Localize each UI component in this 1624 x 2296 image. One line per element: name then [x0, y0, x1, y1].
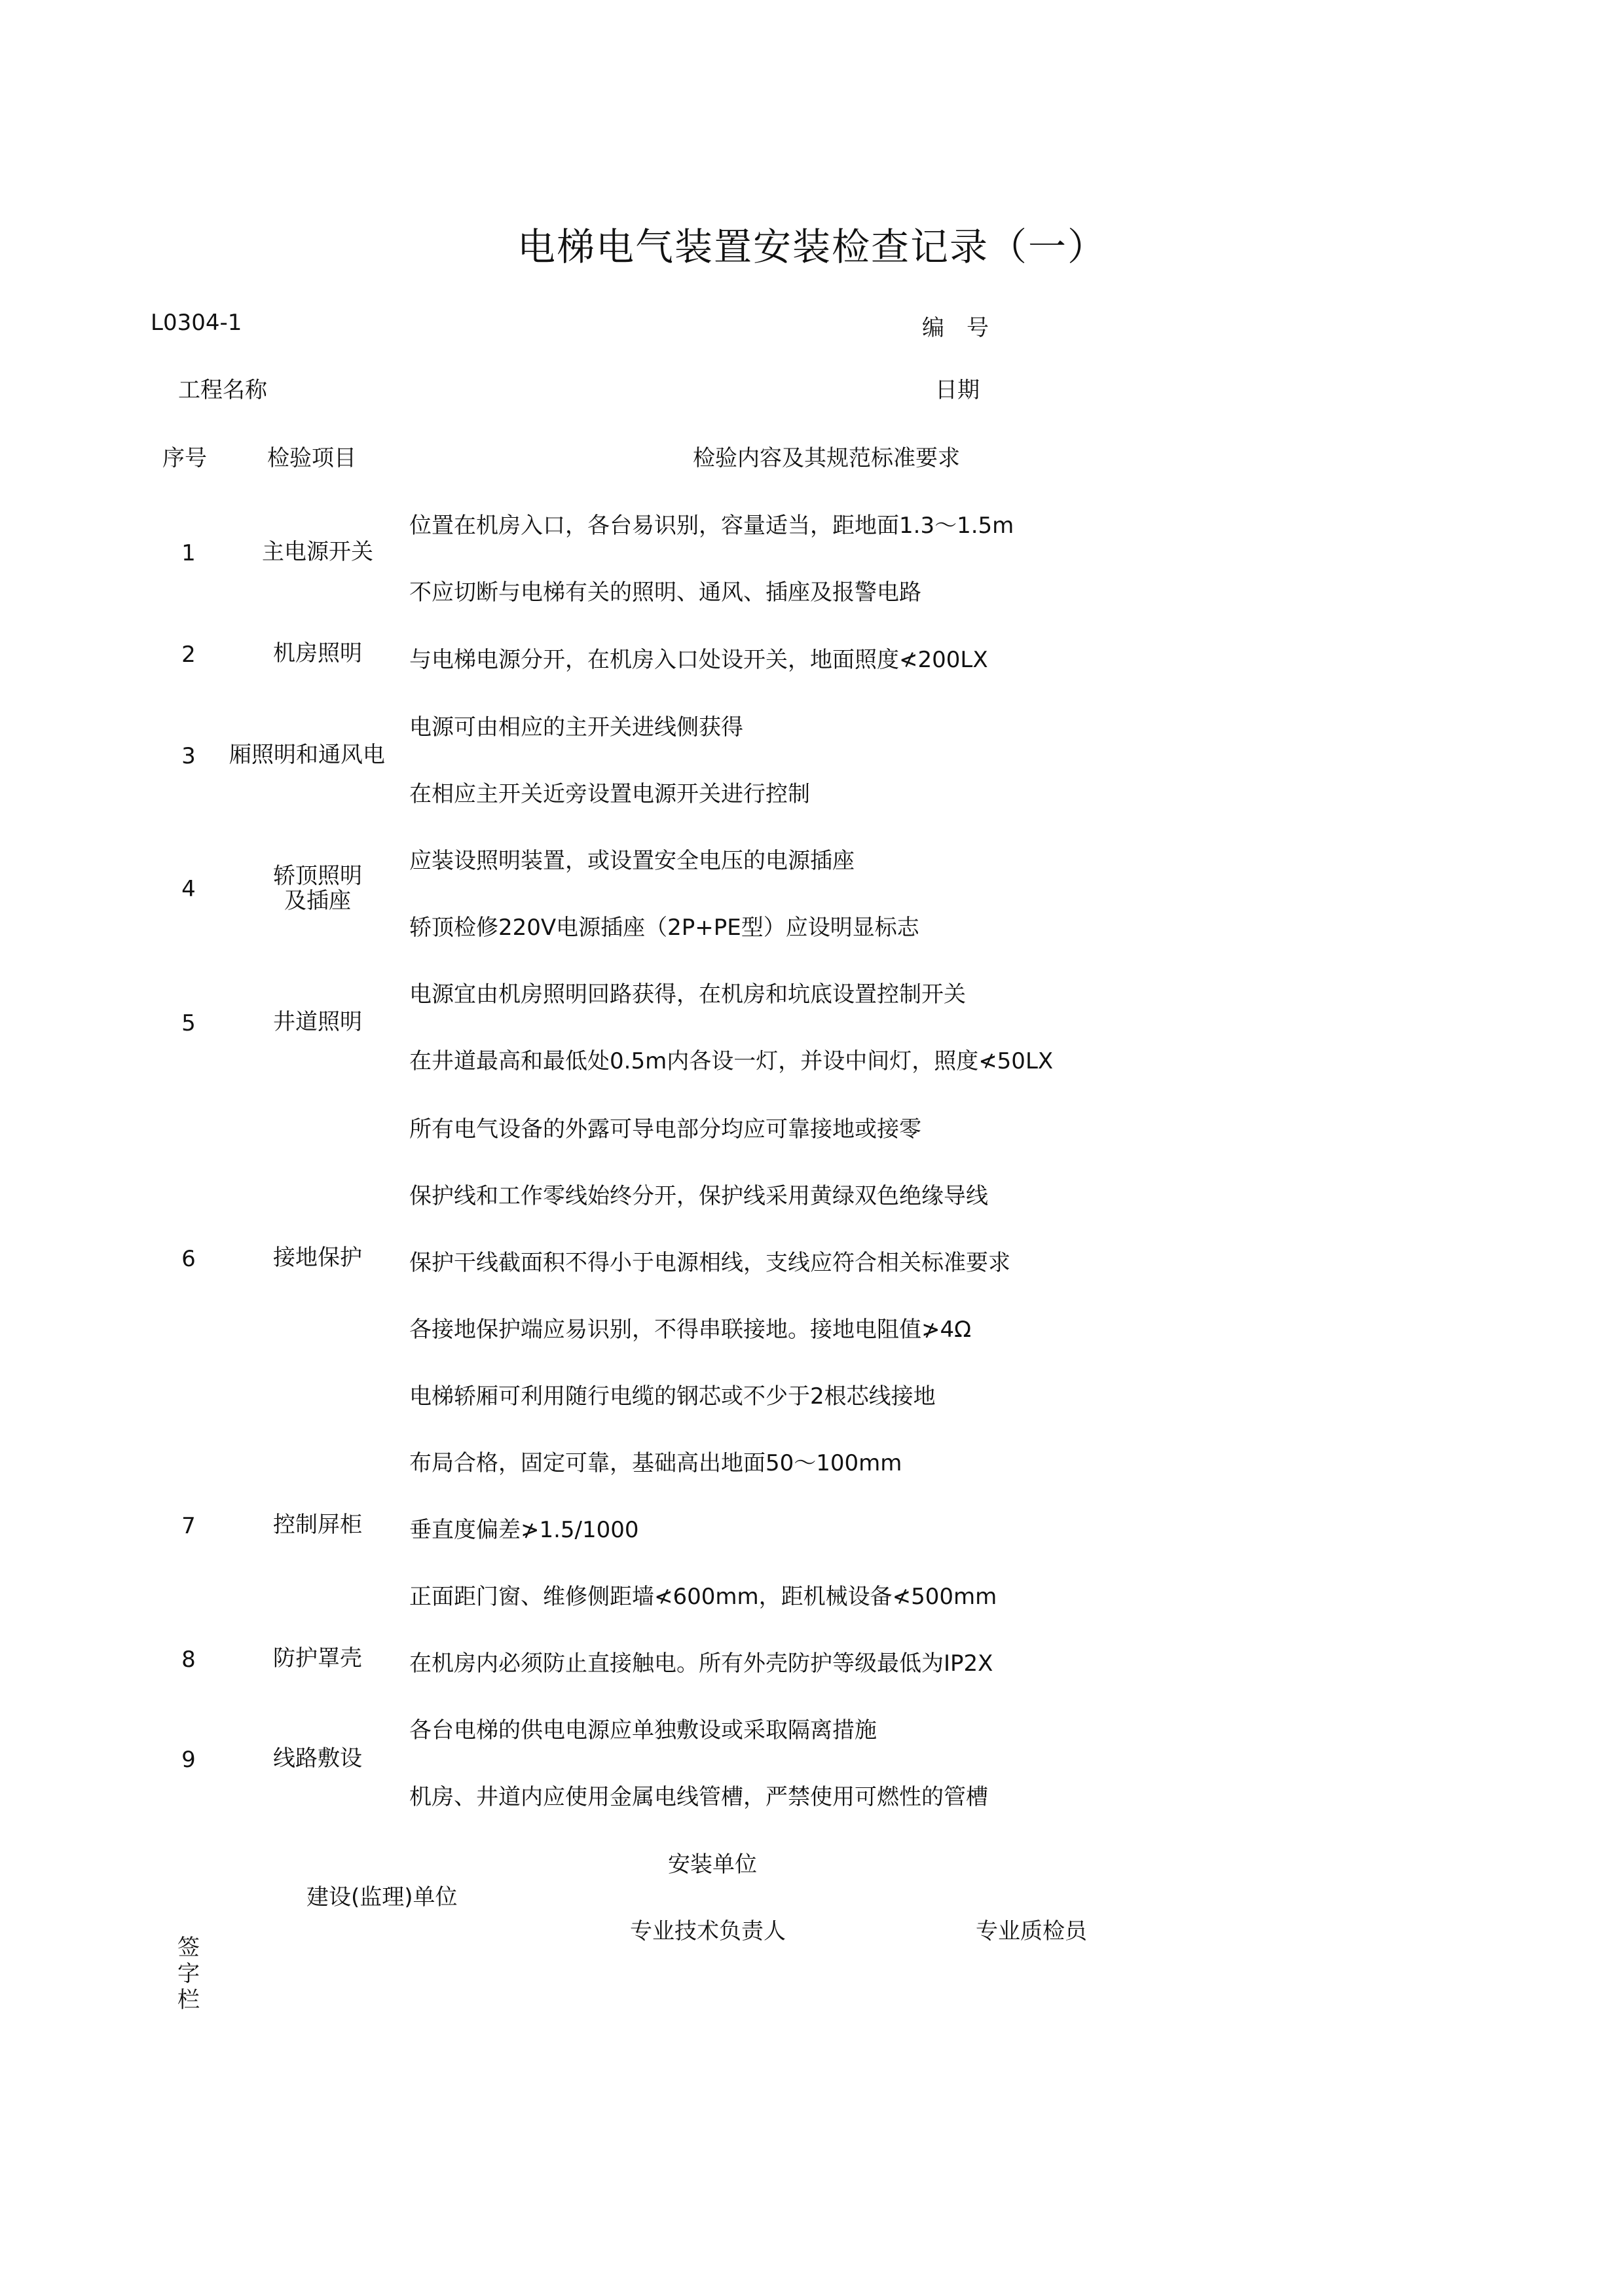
requirement-text: 在井道最高和最低处0.5m内各设一灯，并设中间灯，照度≮50LX [409, 1048, 1054, 1074]
page-title: 电梯电气装置安装检查记录（一） [517, 225, 1107, 269]
col-header-content: 检验内容及其规范标准要求 [693, 445, 960, 471]
requirement-text: 电梯轿厢可利用随行电缆的钢芯或不少于2根芯线接地 [409, 1383, 936, 1410]
form-code: L0304-1 [151, 310, 242, 336]
inspection-item: 厢照明和通风电 [229, 742, 385, 768]
side-char: 签 [177, 1935, 200, 1961]
row-number: 4 [181, 876, 196, 902]
inspection-item: 接地保护 [273, 1245, 362, 1271]
requirement-text: 电源可由相应的主开关进线侧获得 [409, 714, 743, 740]
row-number: 2 [181, 642, 196, 668]
requirement-text: 电源宜由机房照明回路获得，在机房和坑底设置控制开关 [409, 981, 966, 1008]
requirement-text: 不应切断与电梯有关的照明、通风、插座及报警电路 [409, 579, 921, 606]
requirement-text: 保护线和工作零线始终分开，保护线采用黄绿双色绝缘导线 [409, 1183, 988, 1209]
inspection-item: 井道照明 [273, 1009, 362, 1035]
row-number: 6 [181, 1246, 196, 1272]
requirement-text: 正面距门窗、维修侧距墙≮600mm，距机械设备≮500mm [409, 1584, 997, 1610]
inspection-item: 线路敷设 [273, 1745, 362, 1772]
inspection-item: 防护罩壳 [273, 1645, 362, 1671]
requirement-text: 轿顶检修220V电源插座（2P+PE型）应设明显标志 [409, 915, 919, 941]
serial-label: 编 号 [922, 315, 989, 341]
requirement-text: 垂直度偏差≯1.5/1000 [409, 1517, 639, 1543]
side-char: 字 [177, 1961, 200, 1987]
col-header-seq: 序号 [162, 445, 207, 471]
requirement-text: 应装设照明装置，或设置安全电压的电源插座 [409, 848, 855, 874]
side-char: 栏 [177, 1987, 200, 2013]
requirement-text: 机房、井道内应使用金属电线管槽，严禁使用可燃性的管槽 [409, 1784, 988, 1810]
requirement-text: 在相应主开关近旁设置电源开关进行控制 [409, 781, 810, 807]
inspection-item: 控制屏柜 [273, 1512, 362, 1538]
row-number: 7 [181, 1513, 196, 1539]
requirement-text: 与电梯电源分开，在机房入口处设开关，地面照度≮200LX [409, 647, 988, 673]
requirement-text: 布局合格，固定可靠，基础高出地面50～100mm [409, 1450, 902, 1476]
project-name-label: 工程名称 [178, 377, 267, 403]
qc-label: 专业质检员 [976, 1918, 1087, 1944]
inspection-item: 机房照明 [273, 640, 362, 666]
requirement-text: 位置在机房入口，各台易识别，容量适当，距地面1.3～1.5m [409, 513, 1014, 539]
inspection-item-line2: 及插座 [284, 888, 351, 914]
install-unit-label: 安装单位 [668, 1851, 757, 1878]
col-header-item: 检验项目 [267, 445, 356, 471]
requirement-text: 所有电气设备的外露可导电部分均应可靠接地或接零 [409, 1116, 921, 1142]
requirement-text: 各接地保护端应易识别，不得串联接地。接地电阻值≯4Ω [409, 1317, 972, 1343]
requirement-text: 在机房内必须防止直接触电。所有外壳防护等级最低为IP2X [409, 1650, 993, 1677]
row-number: 5 [181, 1010, 196, 1036]
requirement-text: 各台电梯的供电电源应单独敷设或采取隔离措施 [409, 1717, 877, 1743]
row-number: 3 [181, 743, 196, 769]
inspection-item-line1: 轿顶照明 [273, 863, 362, 889]
row-number: 1 [181, 540, 196, 566]
date-label: 日期 [935, 377, 980, 403]
construction-unit-label: 建设(监理)单位 [306, 1884, 458, 1910]
row-number: 9 [181, 1747, 196, 1773]
requirement-text: 保护干线截面积不得小于电源相线，支线应符合相关标准要求 [409, 1250, 1010, 1276]
signature-column-label [175, 1935, 202, 2013]
row-number: 8 [181, 1647, 196, 1673]
tech-lead-label: 专业技术负责人 [630, 1918, 786, 1944]
inspection-item: 主电源开关 [262, 539, 373, 565]
